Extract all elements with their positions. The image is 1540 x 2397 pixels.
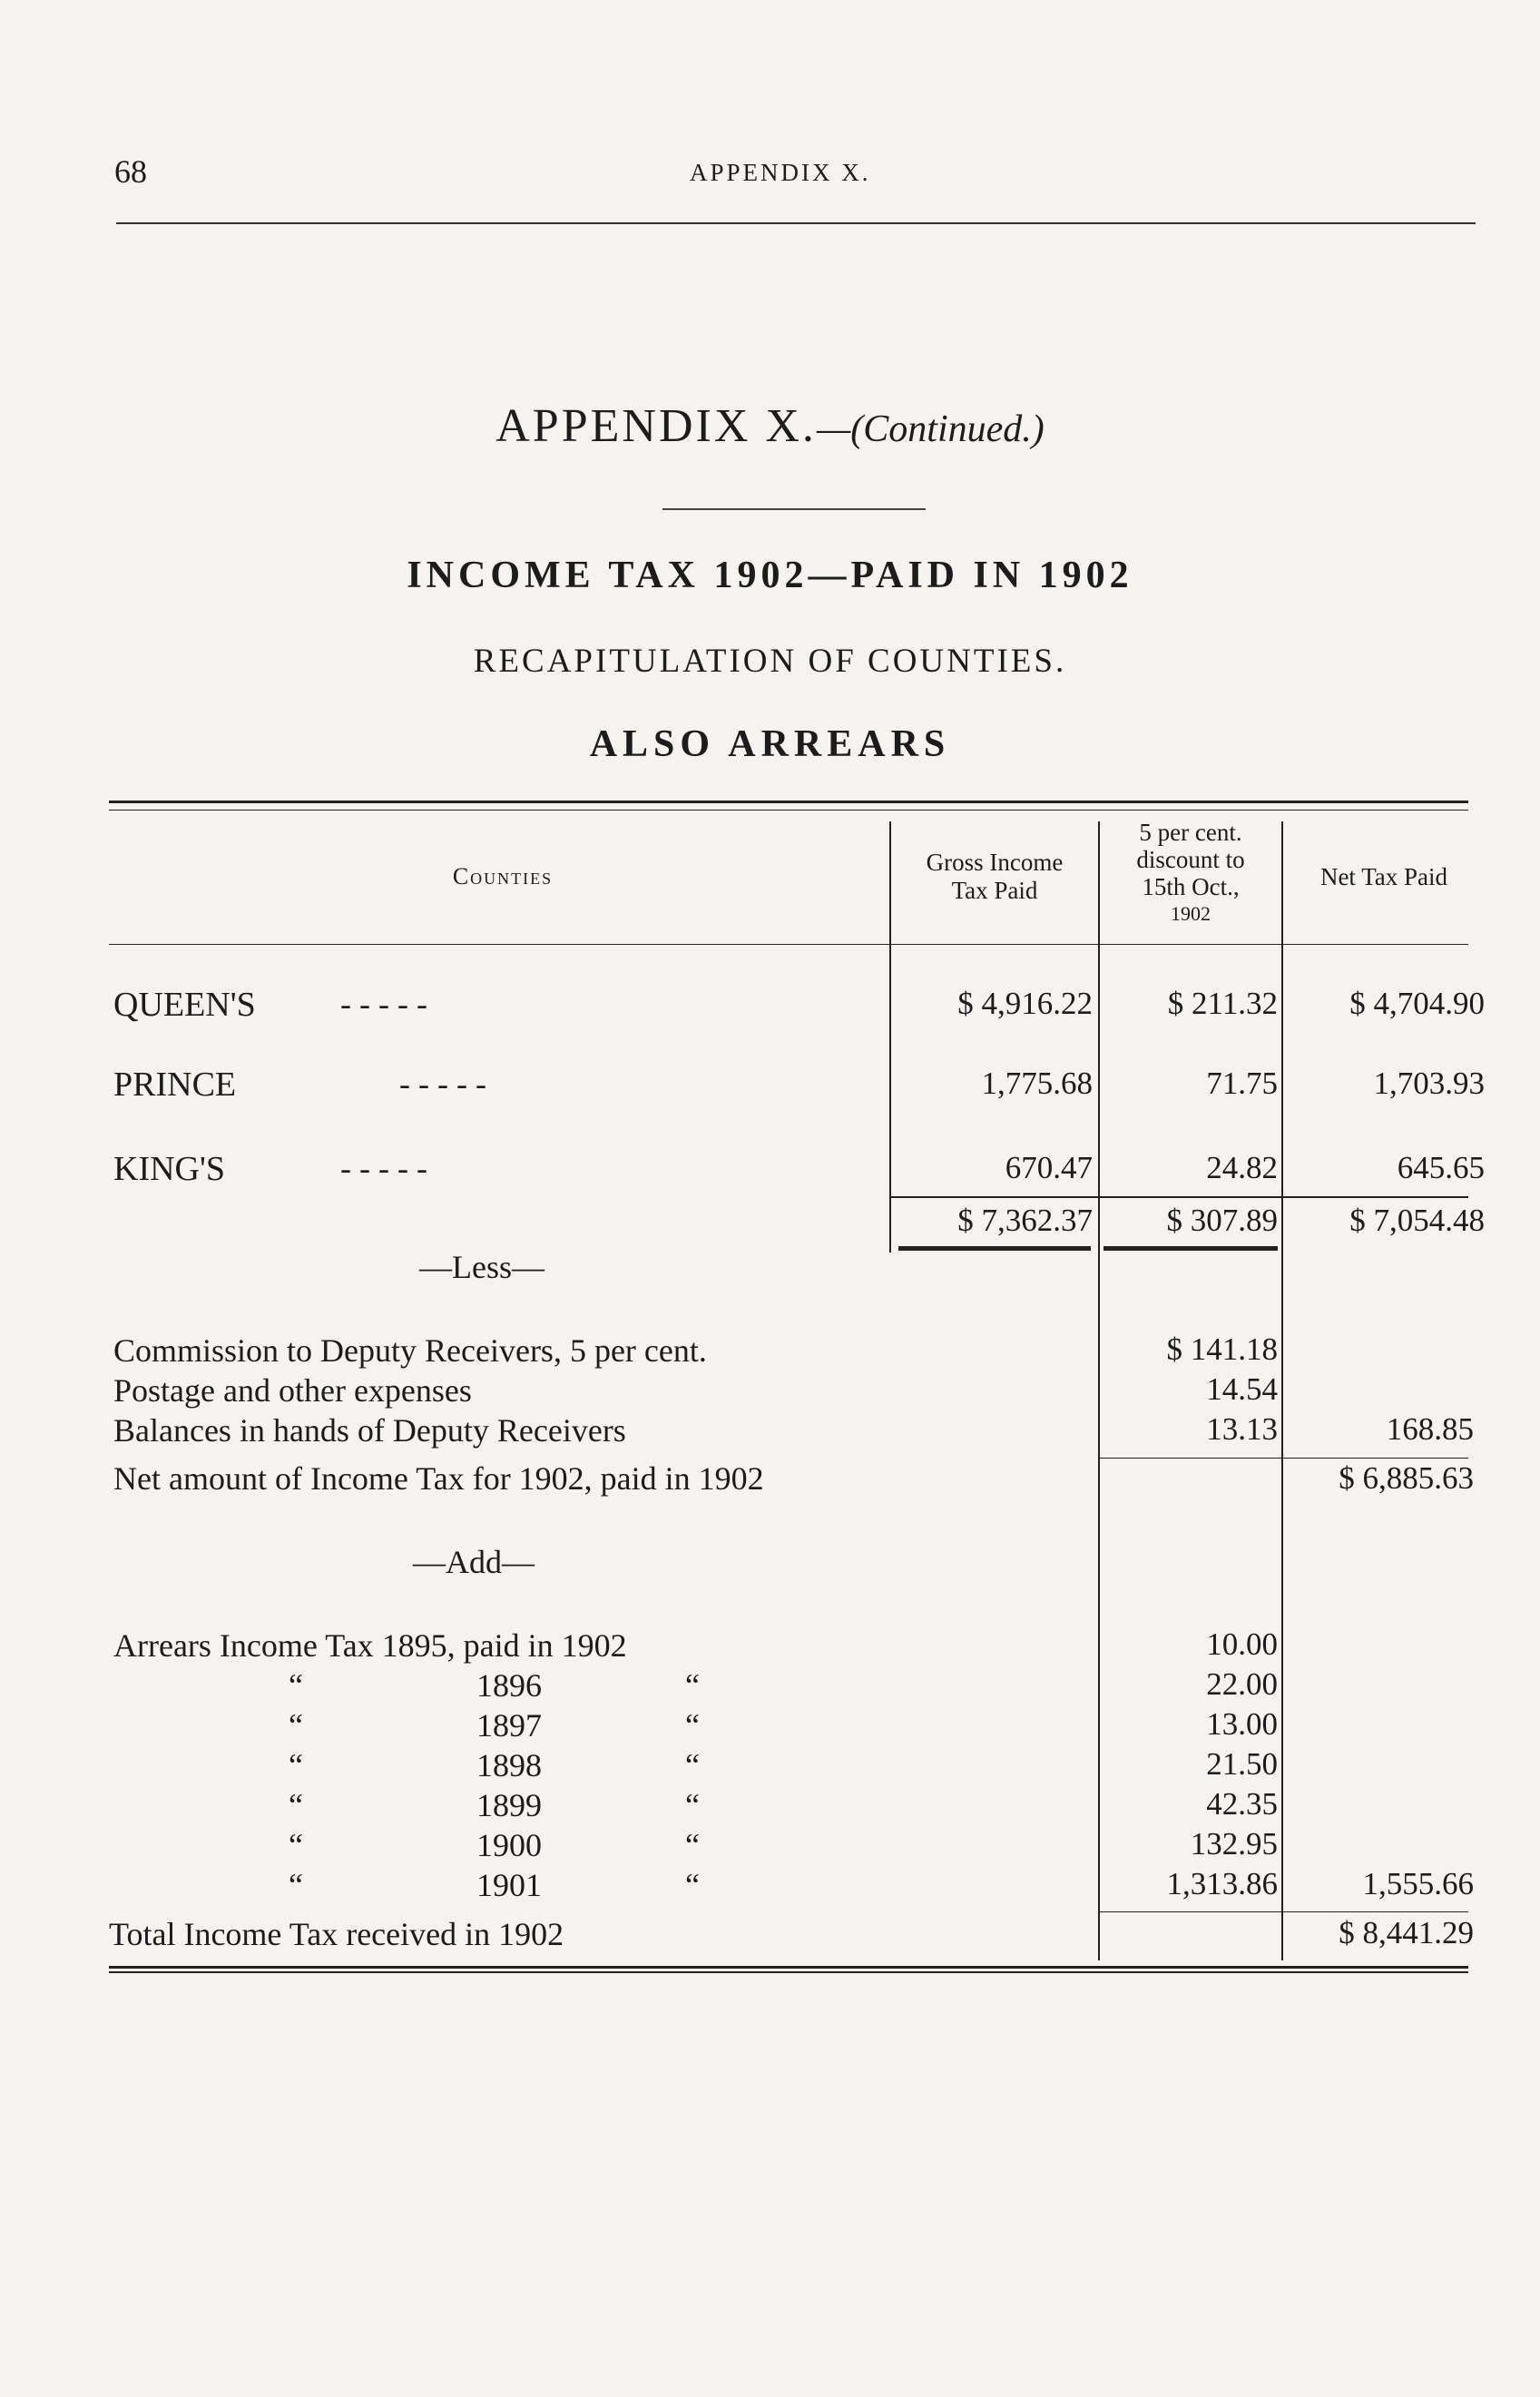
arrears-ditto2: “ <box>685 1667 700 1704</box>
arrears-year: 1896 <box>476 1667 542 1704</box>
arrears-value: 1,313.86 <box>1166 1866 1278 1901</box>
county-kings-gross: 670.47 <box>1005 1150 1093 1185</box>
county-prince-net: 1,703.93 <box>1373 1066 1485 1101</box>
subtitle-arrears: ALSO ARREARS <box>589 723 951 765</box>
arrears-ditto: “ <box>289 1707 303 1744</box>
deduction-commission-value: $ 141.18 <box>1166 1331 1278 1367</box>
header-discount-line4: 1902 <box>1171 902 1211 925</box>
arrears-1895-value: 10.00 <box>1206 1626 1278 1662</box>
arrears-ditto: “ <box>289 1827 303 1863</box>
header-net-tax: Net Tax Paid <box>1319 863 1448 890</box>
county-queens-gross: $ 4,916.22 <box>957 986 1093 1021</box>
net-amount-label: Net amount of Income Tax for 1902, paid in 1902 <box>113 1460 764 1497</box>
title-main: APPENDIX X. <box>495 400 817 452</box>
county-prince: PRINCE <box>113 1066 237 1104</box>
page-title <box>0 399 1540 453</box>
deduction-postage-value: 14.54 <box>1206 1371 1278 1407</box>
arrears-ditto: “ <box>289 1787 303 1823</box>
arrears-year: 1898 <box>476 1747 542 1783</box>
total-discount: $ 307.89 <box>1166 1203 1278 1238</box>
header-discount <box>1100 819 1281 928</box>
deduction-postage: Postage and other expenses <box>113 1372 472 1409</box>
arrears-total: 1,555.66 <box>1362 1866 1474 1901</box>
header-bottom-rule <box>109 944 1468 945</box>
arrears-ditto2: “ <box>685 1707 700 1744</box>
table-bottom-rule <box>109 1966 1468 1969</box>
deduction-commission: Commission to Deputy Receivers, 5 per cent. <box>113 1332 707 1369</box>
arrears-value: 42.35 <box>1206 1786 1278 1822</box>
county-kings: KING'S <box>113 1150 225 1188</box>
header-counties: Counties <box>452 863 554 889</box>
county-queens-leaders: - - - - - <box>340 986 427 1022</box>
arrears-year: 1899 <box>476 1787 542 1823</box>
deduction-total: 168.85 <box>1386 1411 1474 1447</box>
county-queens: QUEEN'S <box>113 986 256 1024</box>
title-continued: —(Continued.) <box>816 408 1045 450</box>
subtotal-rule <box>891 1196 1468 1198</box>
county-queens-discount: $ 211.32 <box>1167 986 1278 1021</box>
arrears-ditto2: “ <box>685 1827 700 1863</box>
arrears-ditto: “ <box>289 1667 303 1704</box>
running-title: APPENDIX X. <box>690 159 871 186</box>
subtitle-income-tax: INCOME TAX 1902—PAID IN 1902 <box>407 555 1133 596</box>
arrears-1895-label: Arrears Income Tax 1895, paid in 1902 <box>113 1627 627 1664</box>
arrears-value: 21.50 <box>1206 1746 1278 1782</box>
arrears-year: 1900 <box>476 1827 542 1863</box>
table-bottom-rule-2 <box>109 1971 1468 1973</box>
header-gross-line1: Gross Income <box>926 849 1064 876</box>
page-number: 68 <box>114 153 147 190</box>
header-discount-line2: discount to <box>1136 846 1245 873</box>
arrears-ditto2: “ <box>685 1787 700 1823</box>
county-prince-gross: 1,775.68 <box>981 1066 1093 1101</box>
county-prince-leaders: - - - - - <box>399 1066 486 1102</box>
arrears-ditto2: “ <box>685 1867 700 1903</box>
add-label: —Add— <box>413 1544 535 1580</box>
county-prince-discount: 71.75 <box>1206 1066 1278 1101</box>
arrears-ditto: “ <box>289 1867 303 1903</box>
header-gross-line2: Tax Paid <box>951 877 1038 904</box>
header-discount-line1: 5 per cent. <box>1139 819 1242 846</box>
total-received-rule <box>1100 1911 1468 1912</box>
total-received-value: $ 8,441.29 <box>1339 1915 1474 1950</box>
header-rule <box>116 222 1476 224</box>
county-kings-discount: 24.82 <box>1206 1150 1278 1185</box>
arrears-year: 1901 <box>476 1867 542 1903</box>
total-received-label: Total Income Tax received in 1902 <box>109 1916 564 1952</box>
less-label: —Less— <box>419 1249 544 1285</box>
deduction-balances-value: 13.13 <box>1206 1411 1278 1447</box>
header-discount-line3: 15th Oct., <box>1142 873 1240 900</box>
arrears-ditto: “ <box>289 1747 303 1783</box>
arrears-value: 132.95 <box>1190 1826 1278 1862</box>
county-queens-net: $ 4,704.90 <box>1349 986 1485 1021</box>
county-kings-leaders: - - - - - <box>340 1150 427 1186</box>
net-amount-value: $ 6,885.63 <box>1339 1460 1474 1496</box>
table-top-rule <box>109 801 1468 803</box>
subtitle-recapitulation: RECAPITULATION OF COUNTIES. <box>473 643 1067 680</box>
county-kings-net: 645.65 <box>1397 1150 1485 1185</box>
total-gross: $ 7,362.37 <box>957 1203 1093 1238</box>
deduction-balances: Balances in hands of Deputy Receivers <box>113 1412 626 1449</box>
arrears-ditto2: “ <box>685 1747 700 1783</box>
arrears-year: 1897 <box>476 1707 542 1744</box>
net-amount-rule <box>1100 1458 1468 1459</box>
arrears-value: 13.00 <box>1206 1706 1278 1742</box>
title-divider <box>662 508 926 510</box>
total-discount-double-rule <box>1104 1246 1278 1251</box>
arrears-value: 22.00 <box>1206 1666 1278 1702</box>
total-gross-double-rule <box>898 1246 1091 1251</box>
total-net: $ 7,054.48 <box>1349 1203 1485 1238</box>
header-gross-income <box>891 849 1098 905</box>
